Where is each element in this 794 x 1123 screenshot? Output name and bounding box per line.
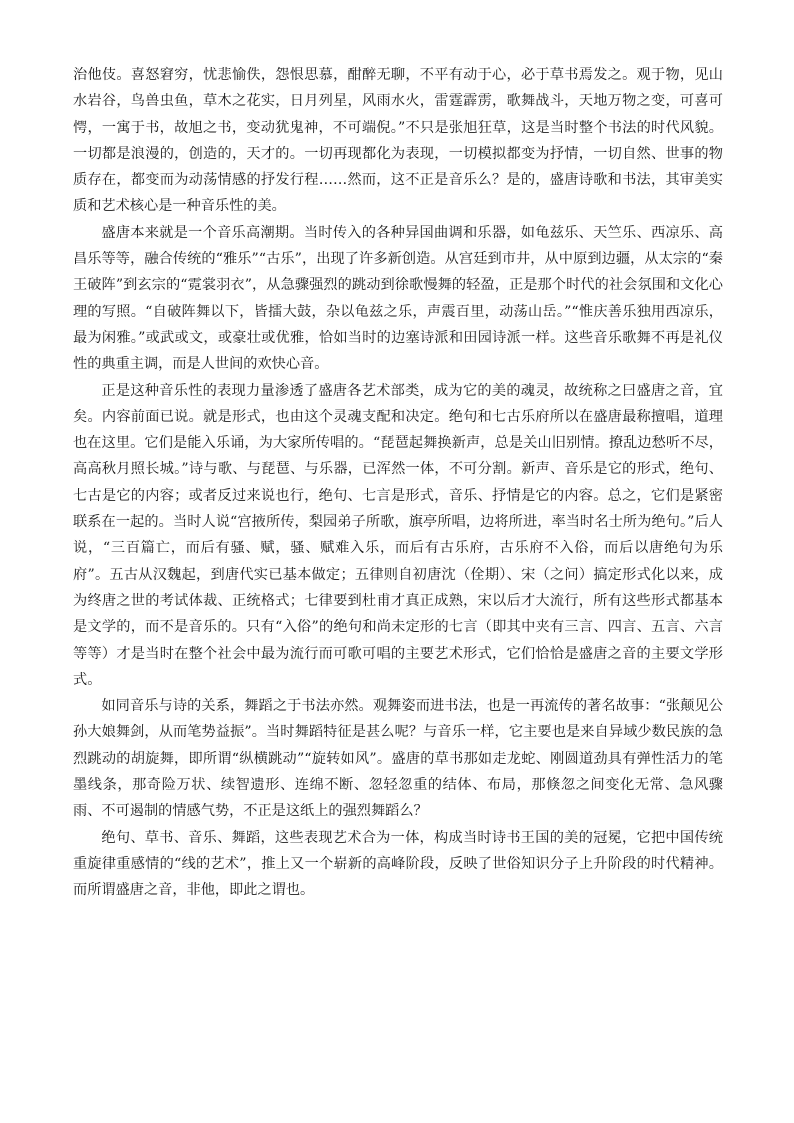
document-page: [73, 62, 723, 904]
paragraph-calligraphy-music: 治他伎。喜怒窘穷，忧悲愉佚，怨恨思慕，酣醉无聊，不平有动于心，必于草书焉发之。观于物，见山水岩谷，鸟兽虫鱼，草木之花实，日月列星，风雨水火，雷霆霹雳，歌舞战斗，天地万物之变，可喜可愕，一寓于书，故旭之书，变动犹鬼神，不可端倪。”不只是张旭狂草，这是当时整个书法的时代风貌。一切都是浪漫的，创造的，天才的。一切再现都化为表现，一切模拟都变为抒情，一切自然、世事的物质存在，都变而为动荡情感的抒发行程……然而，这不正是音乐么？是的，盛唐诗歌和书法，其审美实质和艺术核心是一种音乐性的美。: [73, 67, 723, 215]
paragraph-dance-calligraphy: 如同音乐与诗的关系，舞蹈之于书法亦然。观舞姿而进书法，也是一再流传的著名故事：“张颠见公孙大娘舞剑，从而笔势益振”。当时舞蹈特征是甚么呢？与音乐一样，它主要也是来自异域少数民族的急烈跳动的胡旋舞，即所谓“纵横跳动”“旋转如风”。盛唐的草书那如走龙蛇、刚圆道劲具有弹性活力的笔墨线条，那奇险万状、续智遗形、连绵不断、忽轻忽重的结体、布局，那倏忽之间变化无常、急风骤雨、不可遏制的情感气势，不正是这纸上的强烈舞蹈么？: [73, 698, 723, 820]
paragraph-conclusion: 绝句、草书、音乐、舞蹈，这些表现艺术合为一体，构成当时诗书王国的美的冠冕，它把中国传统重旋律重感情的“线的艺术”，推上又一个崭新的高峰阶段，反映了世俗知识分子上升阶段的时代精神。而所谓盛唐之音，非他，即此之谓也。: [73, 829, 723, 899]
paragraph-music-era: 盛唐本来就是一个音乐高潮期。当时传入的各种异国曲调和乐器，如龟兹乐、天竺乐、西凉乐、高昌乐等等，融合传统的“雅乐”“古乐”，出现了许多新创造。从宫廷到市井，从中原到边疆，从太宗的“秦王破阵”到玄宗的“霓裳羽衣”，从急骤强烈的跳动到徐歌慢舞的轻盈，正是那个时代的社会氛围和文化心理的写照。“自破阵舞以下，皆擂大鼓，杂以龟兹之乐，声震百里，动荡山岳。”“惟庆善乐独用西凉乐，最为闲雅。”或武或文，或豪壮或优雅，恰如当时的边塞诗派和田园诗派一样。这些音乐歌舞不再是礼仪性的典重主调，而是人世间的欢快心音。: [73, 224, 723, 373]
paragraph-poetic-forms: 正是这种音乐性的表现力量渗透了盛唐各艺术部类，成为它的美的魂灵，故统称之曰盛唐之音，宜矣。内容前面已说。就是形式，也由这个灵魂支配和决定。绝句和七古乐府所以在盛唐最称擅唱，道理也在这里。它们是能入乐诵，为大家所传唱的。“琵琶起舞换新声，总是关山旧别情。撩乱边愁听不尽，高高秋月照长城。”诗与歌、与琵琶、与乐器，已浑然一体，不可分割。新声、音乐是它的形式，绝句、七古是它的内容；或者反过来说也行，绝句、七言是形式，音乐、抒情是它的内容。总之，它们是紧密联系在一起的。当时人说“宫掖所传，梨园弟子所歌，旗亭所唱，边将所进，率当时名士所为绝句。”后人说，“三百篇亡，而后有骚、赋，骚、赋难入乐，而后有古乐府，古乐府不入俗，而后以唐绝句为乐府”。五古从汉魏起，到唐代实已基本做定；五律则自初唐沈（佺期）、宋（之问）搞定形式化以来，成为终唐之世的考试体裁、正统格式；七律要到杜甫才真正成熟，宋以后才大流行，所有这些形式都基本是文学的，而不是音乐的。只有“入俗”的绝句和尚未定形的七言（即其中夹有三言、四言、五言、六言等等）才是当时在整个社会中最为流行而可歌可唱的主要艺术形式，它们恰恰是盛唐之音的主要文学形式。: [73, 382, 723, 688]
